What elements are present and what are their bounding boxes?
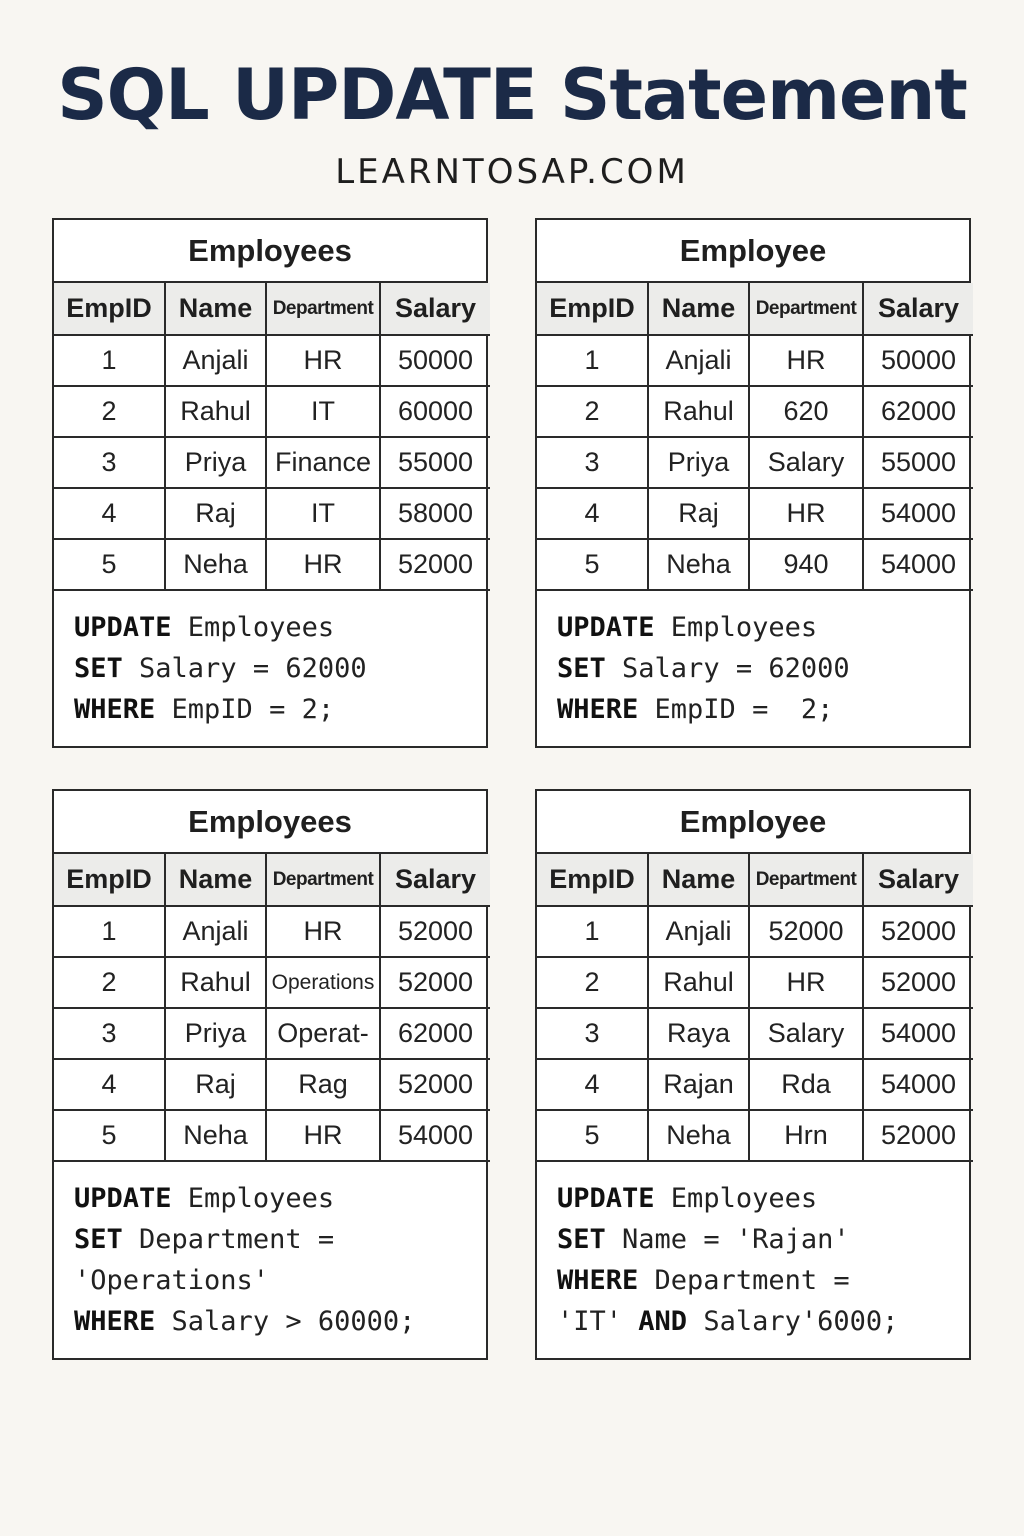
sql-text: EmpID = 2; <box>638 694 834 725</box>
cell-empid: 4 <box>54 488 165 539</box>
sql-code-block <box>54 1162 486 1358</box>
cell-empid: 2 <box>537 386 648 437</box>
cell-empid: 4 <box>537 1059 648 1110</box>
sql-text: Name = 'Rajan' <box>605 1224 850 1255</box>
page-title: SQL UPDATE Statement <box>57 54 967 136</box>
table-row <box>54 386 490 437</box>
employee-table <box>54 283 490 591</box>
cell-salary: 52000 <box>380 539 490 590</box>
sql-text: Employees <box>171 1183 335 1214</box>
table-row <box>54 488 490 539</box>
table-row <box>537 906 973 957</box>
cell-department: 940 <box>749 539 863 590</box>
column-header-name: Name <box>165 854 266 906</box>
table-row <box>54 1008 490 1059</box>
cell-department: HR <box>749 488 863 539</box>
column-header-department: Department <box>749 283 863 335</box>
sql-code-block <box>537 1162 969 1358</box>
cell-empid: 4 <box>54 1059 165 1110</box>
cell-department: HR <box>749 335 863 386</box>
sql-text: 'Operations' <box>74 1265 270 1296</box>
cell-empid: 1 <box>54 335 165 386</box>
code-line <box>557 1219 949 1260</box>
cell-empid: 4 <box>537 488 648 539</box>
cell-department: IT <box>266 488 380 539</box>
cell-name: Raj <box>165 1059 266 1110</box>
column-header-salary: Salary <box>380 854 490 906</box>
cell-empid: 2 <box>54 386 165 437</box>
cell-salary: 50000 <box>380 335 490 386</box>
sql-keyword: UPDATE <box>74 612 172 643</box>
cell-empid: 2 <box>54 957 165 1008</box>
cell-department: 620 <box>749 386 863 437</box>
cell-department: Rag <box>266 1059 380 1110</box>
sql-keyword: UPDATE <box>557 1183 655 1214</box>
cell-name: Rahul <box>165 957 266 1008</box>
column-header-empid: EmpID <box>537 283 648 335</box>
cell-department: HR <box>266 906 380 957</box>
table-row <box>54 539 490 590</box>
example-card-4 <box>535 789 971 1360</box>
table-row <box>54 1110 490 1161</box>
sql-text: Department = <box>638 1265 850 1296</box>
cell-empid: 1 <box>537 906 648 957</box>
column-header-department: Department <box>749 854 863 906</box>
code-line <box>557 607 949 648</box>
column-header-salary: Salary <box>863 283 973 335</box>
site-subtitle: LEARNTOSAP.COM <box>335 152 689 192</box>
sql-text: Employees <box>654 1183 818 1214</box>
cell-name: Anjali <box>165 906 266 957</box>
cell-name: Priya <box>165 437 266 488</box>
code-line <box>74 607 466 648</box>
table-row <box>537 539 973 590</box>
cell-name: Raj <box>648 488 749 539</box>
table-row <box>54 1059 490 1110</box>
cell-empid: 1 <box>54 906 165 957</box>
cell-salary: 52000 <box>863 957 973 1008</box>
sql-code-block <box>537 591 969 746</box>
cell-empid: 1 <box>537 335 648 386</box>
column-header-salary: Salary <box>863 854 973 906</box>
cell-name: Anjali <box>165 335 266 386</box>
sql-text: Department = <box>122 1224 335 1255</box>
sql-keyword: WHERE <box>557 694 639 725</box>
cell-salary: 52000 <box>863 906 973 957</box>
sql-text: Salary = 62000 <box>605 653 850 684</box>
sql-keyword: UPDATE <box>557 612 655 643</box>
code-line <box>557 648 949 689</box>
cell-name: Rahul <box>648 957 749 1008</box>
cell-department: Rda <box>749 1059 863 1110</box>
cell-salary: 54000 <box>863 1059 973 1110</box>
column-header-name: Name <box>648 854 749 906</box>
cell-department: Salary <box>749 437 863 488</box>
table-header-row <box>537 283 973 335</box>
example-card-3 <box>52 789 488 1360</box>
cell-name: Anjali <box>648 906 749 957</box>
code-line <box>74 1219 466 1260</box>
cell-department: Salary <box>749 1008 863 1059</box>
code-line <box>557 1260 949 1301</box>
table-row <box>537 1059 973 1110</box>
column-header-empid: EmpID <box>54 283 165 335</box>
code-line <box>74 1260 466 1301</box>
sql-keyword: AND <box>638 1306 688 1337</box>
sql-text: Salary > 60000; <box>155 1306 416 1337</box>
cell-salary: 55000 <box>863 437 973 488</box>
cell-department: 52000 <box>749 906 863 957</box>
table-header-row <box>54 854 490 906</box>
column-header-department: Department <box>266 854 380 906</box>
table-row <box>537 488 973 539</box>
employee-table <box>537 854 973 1162</box>
sql-keyword: SET <box>74 653 123 684</box>
cell-salary: 55000 <box>380 437 490 488</box>
cell-empid: 3 <box>537 437 648 488</box>
cell-salary: 52000 <box>863 1110 973 1161</box>
cell-department: Operations <box>266 957 380 1008</box>
cell-empid: 3 <box>54 1008 165 1059</box>
table-row <box>537 1008 973 1059</box>
table-row <box>537 386 973 437</box>
sql-text: Salary'6000; <box>687 1306 899 1337</box>
table-row <box>537 957 973 1008</box>
cell-department: IT <box>266 386 380 437</box>
column-header-name: Name <box>165 283 266 335</box>
cell-name: Rajan <box>648 1059 749 1110</box>
cell-salary: 58000 <box>380 488 490 539</box>
cell-name: Rahul <box>165 386 266 437</box>
table-header-row <box>537 854 973 906</box>
table-row <box>54 906 490 957</box>
cell-department: Finance <box>266 437 380 488</box>
cell-empid: 3 <box>537 1008 648 1059</box>
sql-text: Employees <box>171 612 335 643</box>
code-line <box>557 689 949 730</box>
table-header-row <box>54 283 490 335</box>
cell-salary: 62000 <box>380 1008 490 1059</box>
cell-empid: 5 <box>54 539 165 590</box>
cell-name: Neha <box>165 1110 266 1161</box>
cell-empid: 5 <box>54 1110 165 1161</box>
cell-department: HR <box>266 539 380 590</box>
cell-empid: 3 <box>54 437 165 488</box>
cell-name: Rahul <box>648 386 749 437</box>
cell-salary: 54000 <box>863 488 973 539</box>
cell-salary: 52000 <box>380 1059 490 1110</box>
cell-name: Neha <box>648 1110 749 1161</box>
table-row <box>54 437 490 488</box>
table-row <box>54 957 490 1008</box>
column-header-empid: EmpID <box>537 854 648 906</box>
code-line <box>557 1178 949 1219</box>
sql-keyword: WHERE <box>74 694 156 725</box>
sql-keyword: SET <box>557 653 606 684</box>
cell-name: Raj <box>165 488 266 539</box>
cell-salary: 52000 <box>380 957 490 1008</box>
table-row <box>537 1110 973 1161</box>
sql-code-block <box>54 591 486 746</box>
example-card-2 <box>535 218 971 748</box>
sql-keyword: SET <box>557 1224 606 1255</box>
cell-salary: 62000 <box>863 386 973 437</box>
table-title: Employees <box>54 791 486 854</box>
cell-department: HR <box>749 957 863 1008</box>
table-row <box>537 335 973 386</box>
cell-empid: 5 <box>537 1110 648 1161</box>
sql-keyword: UPDATE <box>74 1183 172 1214</box>
column-header-empid: EmpID <box>54 854 165 906</box>
cell-salary: 50000 <box>863 335 973 386</box>
cell-name: Neha <box>648 539 749 590</box>
sql-keyword: WHERE <box>74 1306 156 1337</box>
cell-empid: 5 <box>537 539 648 590</box>
cell-name: Neha <box>165 539 266 590</box>
sql-text: 'IT' <box>557 1306 639 1337</box>
cell-empid: 2 <box>537 957 648 1008</box>
code-line <box>74 648 466 689</box>
table-row <box>537 437 973 488</box>
sql-keyword: WHERE <box>557 1265 639 1296</box>
table-title: Employee <box>537 791 969 854</box>
table-title: Employee <box>537 220 969 283</box>
employee-table <box>537 283 973 591</box>
cell-salary: 60000 <box>380 386 490 437</box>
cell-name: Priya <box>648 437 749 488</box>
cell-name: Raya <box>648 1008 749 1059</box>
sql-keyword: SET <box>74 1224 123 1255</box>
table-title: Employees <box>54 220 486 283</box>
cell-name: Priya <box>165 1008 266 1059</box>
sql-text: Salary = 62000 <box>122 653 367 684</box>
cell-salary: 54000 <box>863 539 973 590</box>
table-row <box>54 335 490 386</box>
example-card-1 <box>52 218 488 748</box>
cell-salary: 54000 <box>380 1110 490 1161</box>
column-header-salary: Salary <box>380 283 490 335</box>
cell-salary: 54000 <box>863 1008 973 1059</box>
sql-text: EmpID = 2; <box>155 694 335 725</box>
cell-salary: 52000 <box>380 906 490 957</box>
cell-department: Hrn <box>749 1110 863 1161</box>
column-header-department: Department <box>266 283 380 335</box>
column-header-name: Name <box>648 283 749 335</box>
code-line <box>74 689 466 730</box>
cell-department: HR <box>266 335 380 386</box>
code-line <box>74 1301 466 1342</box>
cell-department: Operat- <box>266 1008 380 1059</box>
cell-department: HR <box>266 1110 380 1161</box>
code-line <box>74 1178 466 1219</box>
code-line <box>557 1301 949 1342</box>
employee-table <box>54 854 490 1162</box>
sql-text: Employees <box>654 612 818 643</box>
cell-name: Anjali <box>648 335 749 386</box>
